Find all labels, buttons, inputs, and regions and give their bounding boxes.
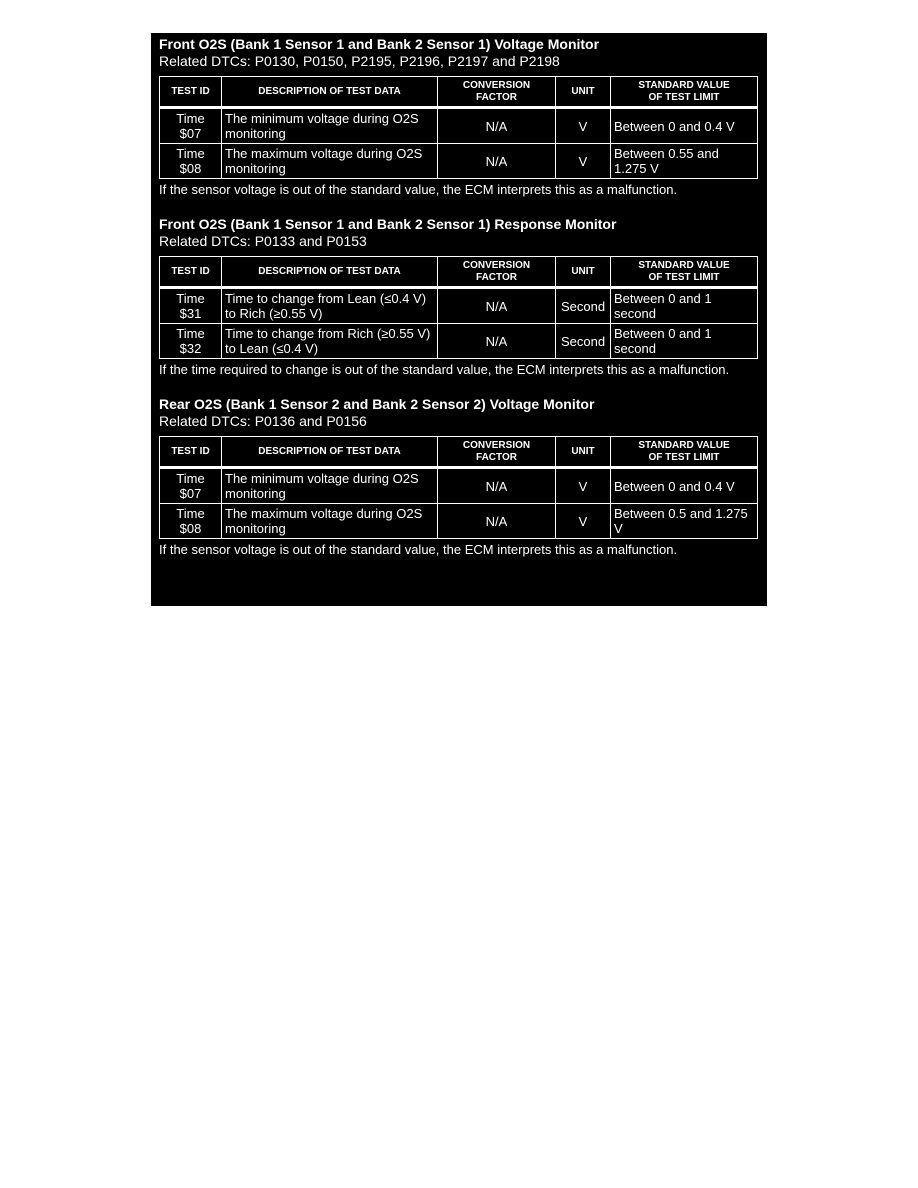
header-standard-line1: STANDARD VALUE	[638, 79, 730, 91]
cell-conversion: N/A	[438, 468, 556, 504]
cell-description: Time to change from Lean (≤0.4 V) to Rich (≥0.55 V)	[222, 288, 438, 324]
table-row	[160, 324, 758, 359]
header-unit: UNIT	[556, 437, 611, 468]
header-unit: UNIT	[556, 77, 611, 108]
header-description: DESCRIPTION OF TEST DATA	[222, 257, 438, 288]
header-standard-line2: OF TEST LIMIT	[648, 91, 720, 103]
header-standard-value	[611, 257, 758, 288]
header-standard-line2: OF TEST LIMIT	[648, 451, 720, 463]
cell-unit: V	[556, 144, 611, 179]
cell-standard: Between 0.5 and 1.275 V	[611, 504, 758, 539]
header-conversion-factor	[438, 437, 556, 468]
cell-description: The maximum voltage during O2S monitoring	[222, 144, 438, 179]
cell-conversion: N/A	[438, 144, 556, 179]
cell-description: The minimum voltage during O2S monitoring	[222, 468, 438, 504]
cell-unit: V	[556, 504, 611, 539]
header-conversion-factor	[438, 257, 556, 288]
header-description: DESCRIPTION OF TEST DATA	[222, 437, 438, 468]
cell-standard: Between 0 and 1 second	[611, 324, 758, 359]
section-title: Front O2S (Bank 1 Sensor 1 and Bank 2 Sensor 1) Voltage Monitor	[159, 36, 600, 52]
malfunction-note: If the time required to change is out of the standard value, the ECM interprets this as a malfunction.	[159, 362, 730, 377]
header-standard-value	[611, 77, 758, 108]
cell-conversion: N/A	[438, 108, 556, 144]
test-limit-table	[159, 76, 758, 179]
related-dtcs: Related DTCs: P0130, P0150, P2195, P2196, P2197 and P2198	[159, 53, 560, 69]
test-limit-table	[159, 436, 758, 539]
header-conversion-line2: FACTOR	[476, 451, 517, 463]
cell-description: The maximum voltage during O2S monitoring	[222, 504, 438, 539]
section-title: Rear O2S (Bank 1 Sensor 2 and Bank 2 Sensor 2) Voltage Monitor	[159, 396, 595, 412]
cell-conversion: N/A	[438, 288, 556, 324]
header-conversion-line1: CONVERSION	[462, 259, 531, 271]
cell-description: Time to change from Rich (≥0.55 V) to Lean (≤0.4 V)	[222, 324, 438, 359]
cell-unit: V	[556, 468, 611, 504]
cell-test-id: Time $32	[160, 324, 222, 359]
header-unit: UNIT	[556, 257, 611, 288]
table-row	[160, 468, 758, 504]
table-row	[160, 504, 758, 539]
table-header-row	[160, 257, 758, 288]
cell-standard: Between 0 and 0.4 V	[611, 468, 758, 504]
cell-unit: V	[556, 108, 611, 144]
cell-test-id: Time $08	[160, 144, 222, 179]
related-dtcs: Related DTCs: P0136 and P0156	[159, 413, 367, 429]
table-header-row	[160, 77, 758, 108]
section-title: Front O2S (Bank 1 Sensor 1 and Bank 2 Sensor 1) Response Monitor	[159, 216, 617, 232]
section-rear-o2s-voltage-monitor	[159, 396, 759, 557]
cell-standard: Between 0 and 0.4 V	[611, 108, 758, 144]
cell-conversion: N/A	[438, 504, 556, 539]
table-row	[160, 144, 758, 179]
header-conversion-line1: CONVERSION	[462, 79, 531, 91]
header-description: DESCRIPTION OF TEST DATA	[222, 77, 438, 108]
cell-standard: Between 0.55 and 1.275 V	[611, 144, 758, 179]
header-test-id: TEST ID	[160, 77, 222, 108]
cell-test-id: Time $07	[160, 108, 222, 144]
section-front-o2s-response-monitor	[159, 216, 759, 377]
header-standard-line2: OF TEST LIMIT	[648, 271, 720, 283]
related-dtcs: Related DTCs: P0133 and P0153	[159, 233, 367, 249]
header-standard-line1: STANDARD VALUE	[638, 259, 730, 271]
header-test-id: TEST ID	[160, 257, 222, 288]
table-row	[160, 108, 758, 144]
header-conversion-line1: CONVERSION	[462, 439, 531, 451]
header-test-id: TEST ID	[160, 437, 222, 468]
header-conversion-factor	[438, 77, 556, 108]
cell-standard: Between 0 and 1 second	[611, 288, 758, 324]
section-front-o2s-voltage-monitor	[159, 36, 759, 197]
cell-unit: Second	[556, 324, 611, 359]
cell-description: The minimum voltage during O2S monitoring	[222, 108, 438, 144]
header-standard-line1: STANDARD VALUE	[638, 439, 730, 451]
header-conversion-line2: FACTOR	[476, 91, 517, 103]
table-header-row	[160, 437, 758, 468]
cell-test-id: Time $07	[160, 468, 222, 504]
test-limit-table	[159, 256, 758, 359]
header-standard-value	[611, 437, 758, 468]
header-conversion-line2: FACTOR	[476, 271, 517, 283]
cell-conversion: N/A	[438, 324, 556, 359]
table-row	[160, 288, 758, 324]
malfunction-note: If the sensor voltage is out of the standard value, the ECM interprets this as a malfunction.	[159, 542, 678, 557]
cell-test-id: Time $08	[160, 504, 222, 539]
cell-test-id: Time $31	[160, 288, 222, 324]
document-panel	[151, 33, 767, 606]
malfunction-note: If the sensor voltage is out of the standard value, the ECM interprets this as a malfunction.	[159, 182, 678, 197]
cell-unit: Second	[556, 288, 611, 324]
